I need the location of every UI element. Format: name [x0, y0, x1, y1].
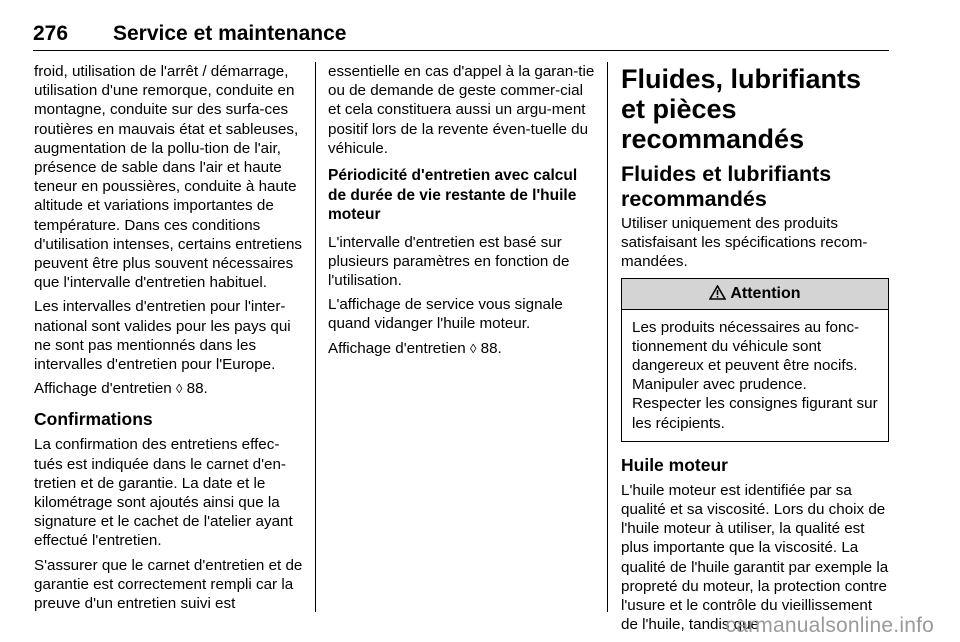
paragraph: Les intervalles d'entretien pour l'inter-national sont valides pour les pays qui ne sont pas mentionnés dans les intervalles d'entretien pour l'Europe. [34, 298, 291, 374]
warning-box [621, 278, 889, 442]
paragraph: L'huile moteur est identifiée par sa qualité et sa viscosité. Lors du choix de l'huile moteur à utiliser, la qualité est plus importante que la viscosité. La qualité de l'huile garantit par exemple la propreté du moteur, la protection contre l'usure et le contrôle du vieillissement de l'huile, tandis que [621, 481, 889, 634]
warning-triangle-icon [709, 285, 730, 302]
page-ref-arrow-icon: ◊ [175, 381, 183, 397]
xref-page: 88. [480, 339, 502, 357]
section-heading: Périodicité d'entretien avec calcul de durée de vie restante de l'huile moteur [328, 167, 578, 224]
paragraph: L'intervalle d'entretien est basé sur plusieurs paramètres en fonction de l'utilisation. [328, 233, 570, 289]
page-ref-arrow-icon: ◊ [469, 340, 477, 356]
column-divider [607, 62, 608, 612]
xref-page: 88. [186, 380, 208, 398]
column-left [34, 62, 306, 618]
column-right [621, 62, 889, 639]
page-title: Service et maintenance [113, 22, 347, 45]
cross-reference[interactable] [328, 339, 596, 358]
warning-text: Les produits nécessaires au fonc-tionnement du véhicule sont dangereux et peuvent être nocifs. Manipuler avec prudence. Respecter les consignes figurant sur les récipients. [632, 318, 878, 432]
warning-header [622, 279, 888, 310]
cross-reference[interactable] [34, 379, 306, 398]
column-middle [328, 62, 596, 363]
paragraph: Utiliser uniquement des produits satisfaisant les spécifications recom-mandées. [621, 215, 868, 271]
page-header [33, 22, 889, 51]
watermark: carmanualsonline.info [725, 614, 934, 637]
xref-text: Affichage d'entretien [34, 380, 172, 398]
section-heading: Confirmations [34, 409, 153, 430]
column-divider [315, 62, 316, 612]
paragraph: La confirmation des entretiens effec-tués est indiquée dans le carnet d'en-tretien et de garantie. La date et le kilométrage sont ajoutés ainsi que la signature et le cachet de l'atelier ayant effectué l'entretien. [34, 436, 293, 550]
paragraph: L'affichage de service vous signale quand vidanger l'huile moteur. [328, 296, 563, 333]
warning-title: Attention [730, 284, 801, 302]
chapter-heading: Fluides, lubrifiants et pièces recommandés [621, 64, 862, 154]
paragraph: froid, utilisation de l'arrêt / démarrage, utilisation d'une remorque, conduite en montagne, conduite sur des surfa-ces routières en mauvais état et sableuses, augmentation de la pollu-tion de l'air, présence de sable dans l'air et haute teneur en poussières, conduite à haute altitude et variations importantes de température. Dans ces conditions d'utilisation intenses, certains entretiens peuvent être plus souvent nécessaires que l'intervalle d'entretien habituel. [34, 63, 302, 292]
section-heading: Fluides et lubrifiants recommandés [621, 162, 832, 211]
paragraph: S'assurer que le carnet d'entretien et de garantie est correctement rempli car la preuve d'un entretien suivi est [34, 556, 303, 613]
section-heading: Huile moteur [621, 454, 728, 475]
page-number: 276 [33, 22, 69, 45]
paragraph: essentielle en cas d'appel à la garan-tie ou de demande de geste commer-cial et cela constituera aussi un argu-ment positif lors de la revente éven-tuelle du véhicule. [328, 63, 595, 157]
xref-text: Affichage d'entretien [328, 339, 466, 357]
